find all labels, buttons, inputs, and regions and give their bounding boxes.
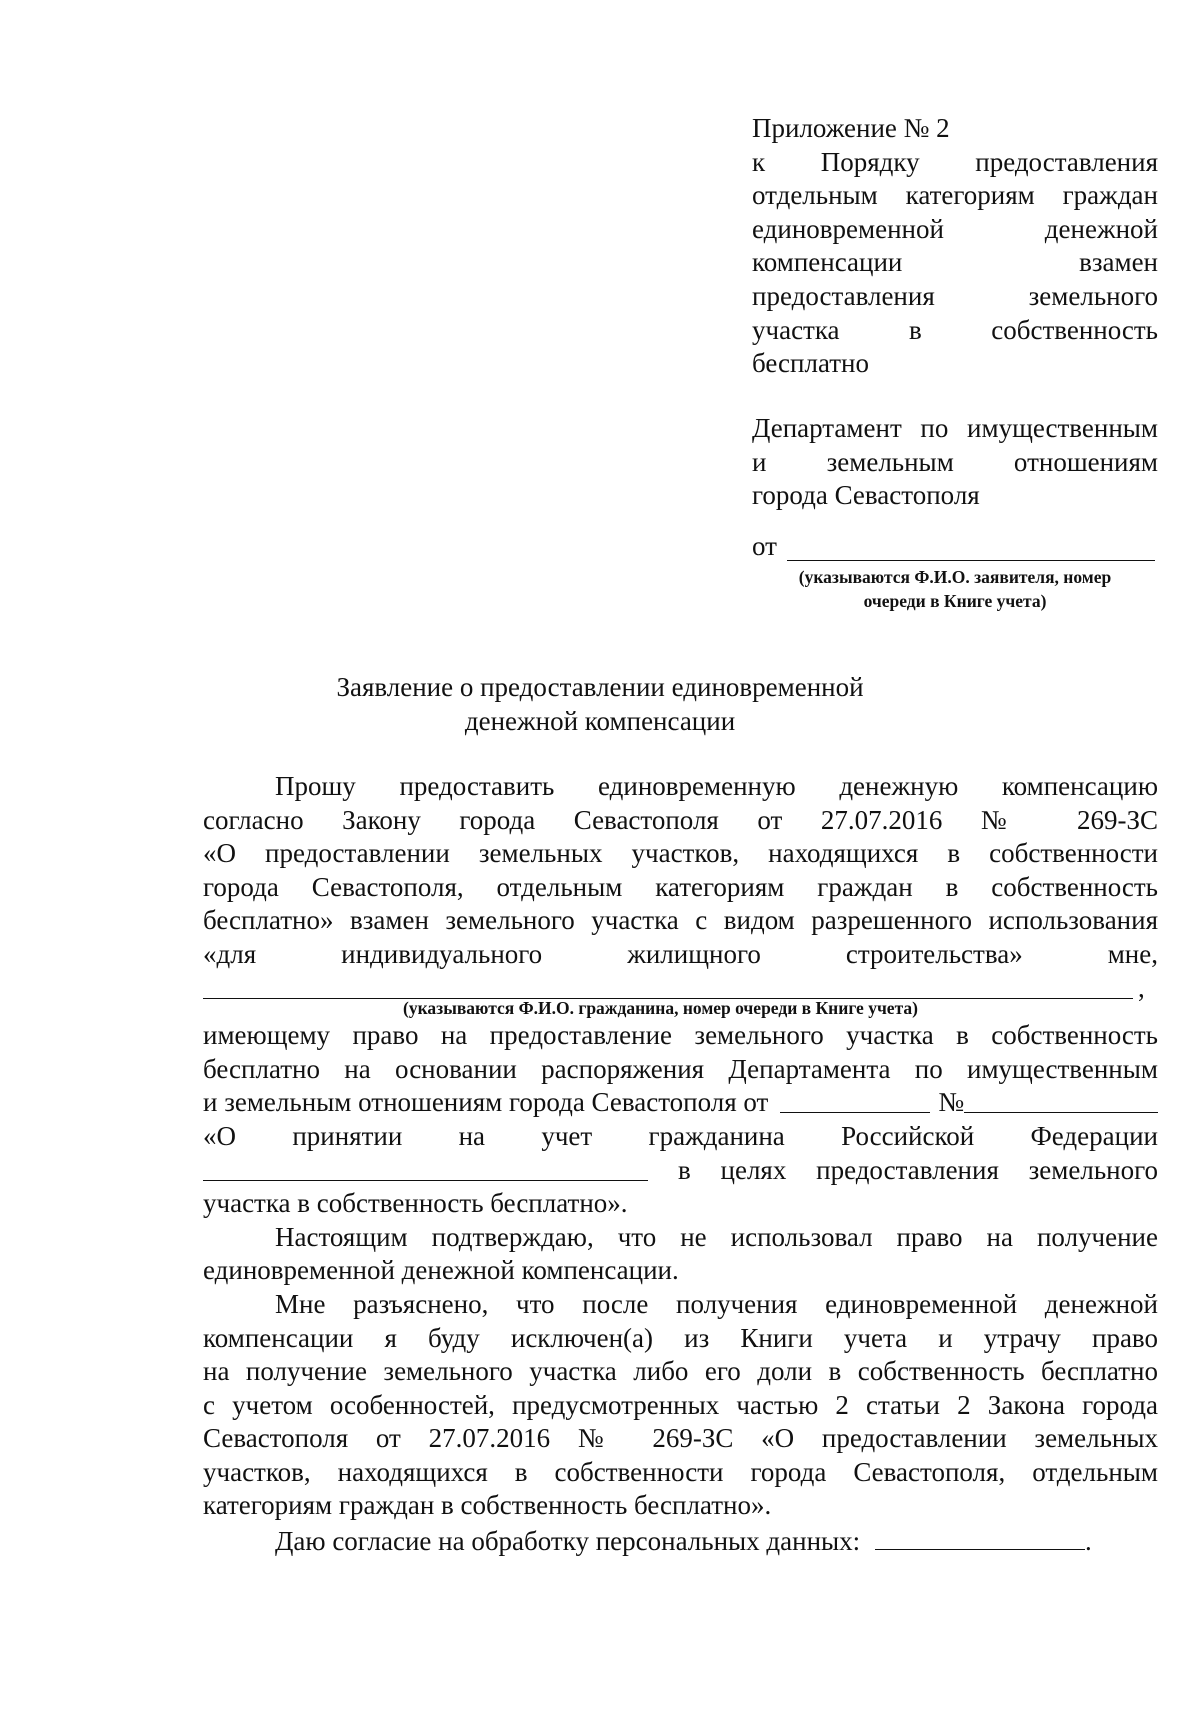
body-text: в целях предоставления земельного bbox=[678, 1154, 1158, 1185]
applicant-note-line: (указываются Ф.И.О. заявителя, номер bbox=[798, 567, 1112, 587]
citizen-name-field[interactable] bbox=[203, 998, 1133, 999]
title-line: денежной компенсации bbox=[464, 706, 736, 736]
body-line: «для индивидуального жилищного строительства» мне, bbox=[203, 938, 1158, 969]
attachment-title: Приложение № 2 bbox=[752, 113, 950, 143]
document-title bbox=[180, 670, 1020, 738]
citizen-field-note: (указываются Ф.И.О. гражданина, номер очереди в Книге учета) bbox=[403, 998, 918, 1019]
body-line: бесплатно» взамен земельного участка с видом разрешенного использования bbox=[203, 905, 1158, 936]
body-line: категориям граждан в собственность бесплатно». bbox=[203, 1490, 772, 1521]
order-date-row bbox=[203, 1086, 1158, 1120]
body-line: Севастополя от 27.07.2016 № 269-ЗС «О предоставлении земельных bbox=[203, 1423, 1158, 1454]
attachment-line: компенсации взамен bbox=[752, 247, 1158, 278]
body-line: на получение земельного участка либо его доли в собственность бесплатно bbox=[203, 1356, 1158, 1387]
number-sign: № bbox=[938, 1087, 965, 1118]
body-line: Прошу предоставить единовременную денежную компенсацию bbox=[275, 771, 1158, 801]
body-line: «О предоставлении земельных участков, находящихся в собственности bbox=[203, 838, 1158, 869]
body-line: бесплатно на основании распоряжения Департамента по имущественным bbox=[203, 1053, 1158, 1084]
from-label: от bbox=[752, 531, 777, 561]
consent-line bbox=[203, 1523, 1158, 1559]
body-line: с учетом особенностей, предусмотренных частью 2 статьи 2 Закона города bbox=[203, 1389, 1158, 1420]
addressee-line: Департамент по имущественным bbox=[752, 413, 1158, 443]
body-text: и земельным отношениям города Севастополя от bbox=[203, 1087, 769, 1118]
citizen-name-line bbox=[203, 972, 1158, 1006]
consent-end: . bbox=[1084, 1526, 1092, 1557]
citizen-row bbox=[203, 1154, 1158, 1188]
addressee-block bbox=[752, 412, 1158, 513]
addressee-line: и земельным отношениям bbox=[752, 446, 1158, 477]
attachment-block bbox=[752, 112, 1158, 381]
attachment-line: отдельным категориям граждан bbox=[752, 180, 1158, 211]
title-line: Заявление о предоставлении единовременной bbox=[336, 672, 864, 702]
attachment-line: предоставления земельного bbox=[752, 280, 1158, 311]
body-line: Настоящим подтверждаю, что не использовал право на получение bbox=[275, 1221, 1158, 1252]
applicant-field-note bbox=[752, 565, 1158, 613]
order-date-field[interactable] bbox=[780, 1086, 930, 1113]
applicant-note-line: очереди в Книге учета) bbox=[863, 591, 1047, 611]
line-comma: , bbox=[1138, 972, 1145, 1003]
body-line: компенсации я буду исключен(а) из Книги учета и утрачу право bbox=[203, 1322, 1158, 1353]
body-line: города Севастополя, отдельным категориям граждан в собственность bbox=[203, 871, 1158, 902]
body-line: «О принятии на учет гражданина Российской Федерации bbox=[203, 1120, 1158, 1151]
attachment-line: бесплатно bbox=[752, 348, 869, 379]
body-line: участков, находящихся в собственности города Севастополя, отдельным bbox=[203, 1456, 1158, 1487]
consent-text: Даю согласие на обработку персональных данных: bbox=[275, 1526, 861, 1557]
body-line: Мне разъяснено, что после получения единовременной денежной bbox=[275, 1288, 1158, 1319]
citizen-field[interactable] bbox=[203, 1154, 648, 1181]
addressee-line: города Севастополя bbox=[752, 480, 980, 511]
body-line: единовременной денежной компенсации. bbox=[203, 1255, 679, 1286]
body-line: согласно Закону города Севастополя от 27.07.2016 № 269-ЗС bbox=[203, 804, 1158, 835]
applicant-name-field[interactable] bbox=[787, 560, 1155, 561]
document-body bbox=[203, 770, 1158, 1559]
body-line: имеющему право на предоставление земельного участка в собственность bbox=[203, 1020, 1158, 1051]
consent-signature-field[interactable] bbox=[875, 1523, 1085, 1550]
attachment-line: единовременной денежной bbox=[752, 213, 1158, 244]
attachment-line: к Порядку предоставления bbox=[752, 146, 1158, 177]
attachment-line: участка в собственность bbox=[752, 314, 1158, 345]
body-line: участка в собственность бесплатно». bbox=[203, 1188, 628, 1219]
order-number-field[interactable] bbox=[964, 1086, 1158, 1113]
